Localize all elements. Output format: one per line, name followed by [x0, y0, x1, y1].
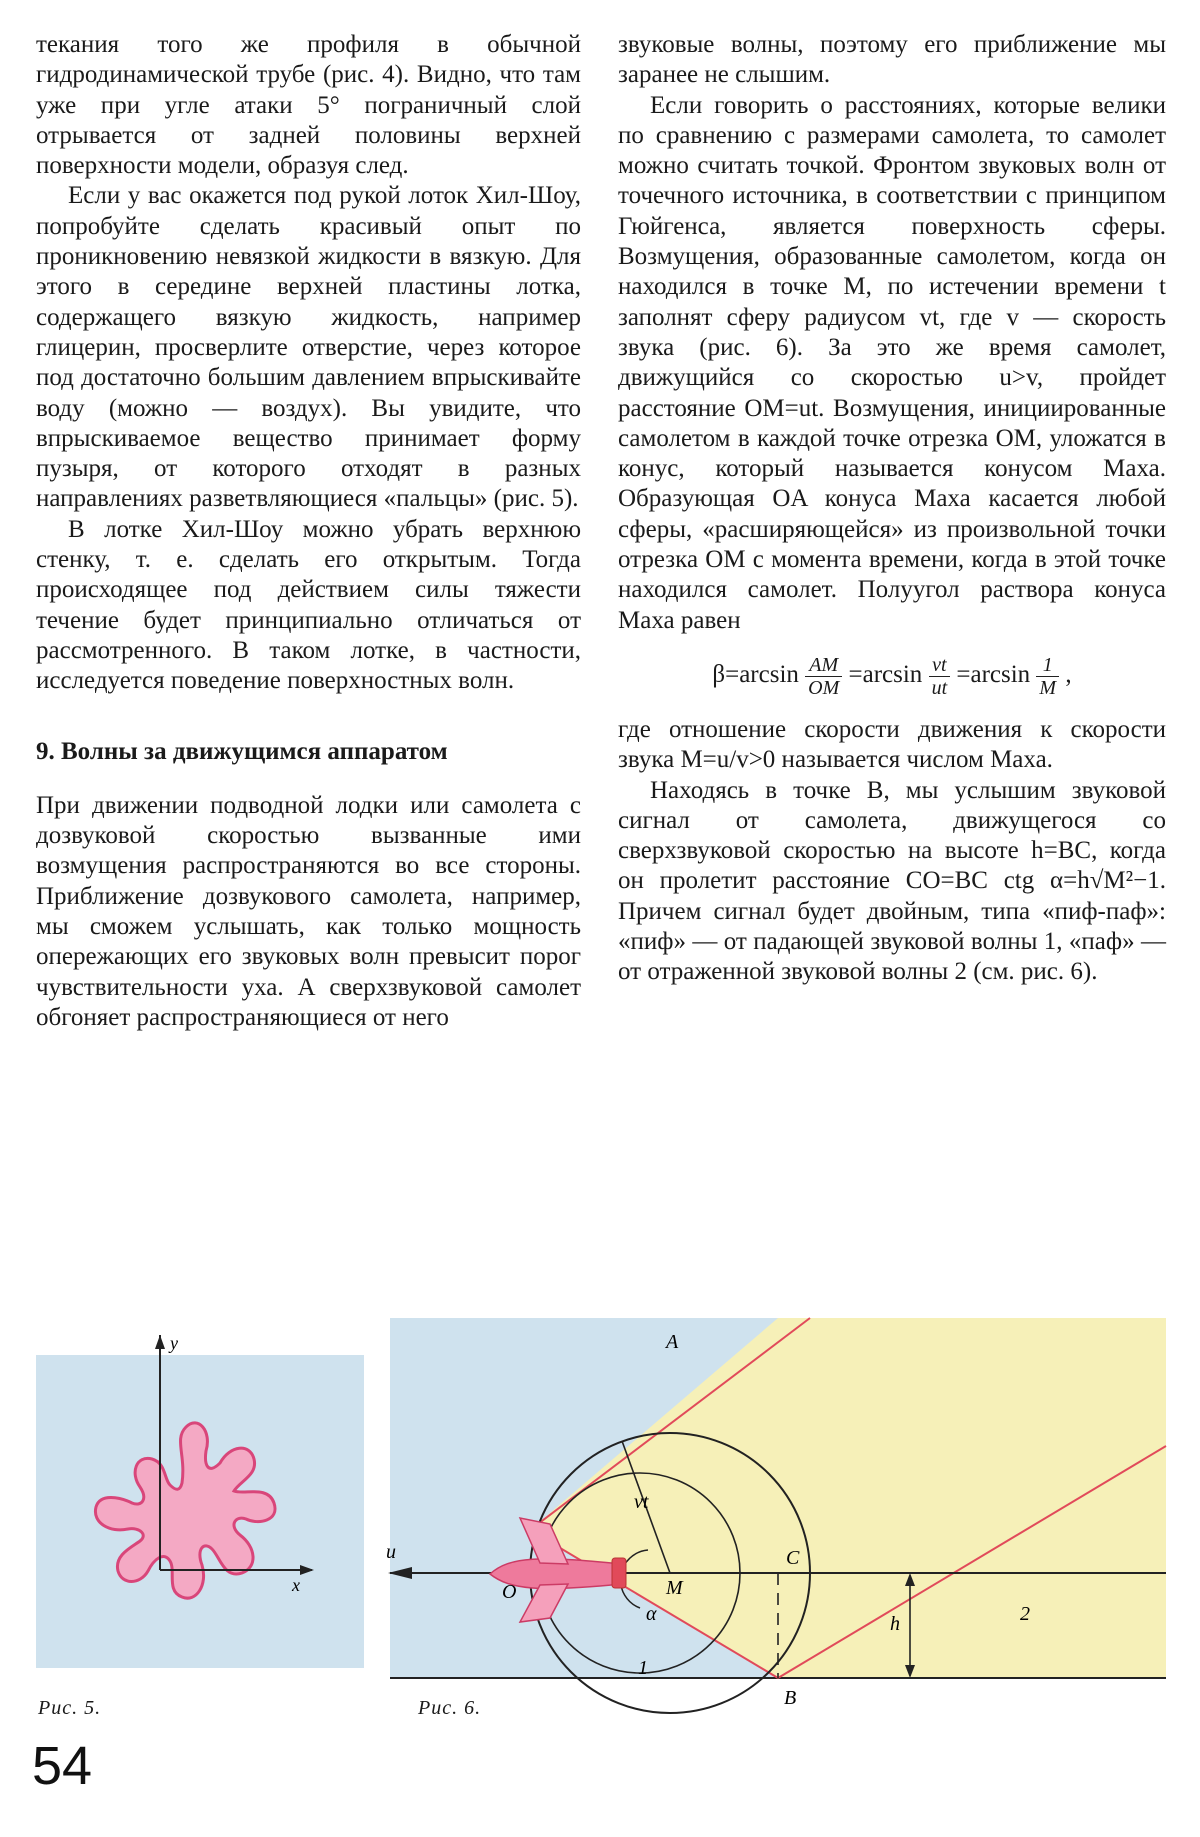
fraction-numerator: vt: [929, 654, 951, 677]
label-wave-2: 2: [1020, 1603, 1030, 1625]
label-h: h: [890, 1613, 900, 1635]
paragraph: В лотке Хил-Шоу можно убрать верхнюю стенку, т. е. сделать его открытым. Тогда происходящее под действием силы тяжести течение будет принципиально отличаться от рассмотренного. В таком лотке, в частности, исследуется поведение поверхностных волн.: [36, 515, 581, 695]
fraction-numerator: 1: [1036, 654, 1059, 677]
label-vt: vt: [634, 1491, 649, 1513]
paragraph: Находясь в точке B, мы услышим звуковой сигнал от самолета, движущегося со сверхзвуковой скоростью на высоте h=BC, когда он пролетит расстояние CO=BC ctg α=h√M²−1. Причем сигнал будет двойным, типа «пиф-паф»: «пиф» — от падающей звуковой волны 1, «паф» — от отраженной звуковой волны 2 (см. рис. 6).: [618, 776, 1166, 986]
fraction-denominator: OM: [808, 676, 840, 699]
figure-5-viscous-fingering: [36, 1335, 364, 1668]
left-column: [36, 30, 581, 1033]
paragraph: Если говорить о расстояниях, которые велики по сравнению с размерами самолета, то самолет можно считать точкой. Фронтом звуковых волн от точечного источника, в соответствии с принципом Гюйгенса, является поверхность сферы. Возмущения, образованные самолетом, когда он находился в точке M, по истечении времени t заполнят сферу радиусом vt, где v — скорость звука (рис. 6). За это же время самолет, движущийся со скоростью u>v, пройдет расстояние OM=ut. Возмущения, инициированные самолетом в каждой точке отрезка OM, уложатся в конус, который называется конусом Маха. Образующая OA конуса Маха касается любой сферы, «расширяющейся» из произвольной точки отрезка OM с момента времени, когда в этой точке находился самолет. Полуугол раствора конуса Маха равен: [618, 91, 1166, 634]
paragraph: текания того же профиля в обычной гидродинамической трубе (рис. 4). Видно, что там уже при угле атаки 5° пограничный слой отрывается от задней половины верхней поверхности модели, образуя след.: [36, 31, 581, 180]
label-C: C: [786, 1547, 800, 1569]
label-A: A: [666, 1331, 679, 1353]
figure-5-caption: Рис. 5.: [38, 1697, 102, 1719]
fraction: [1036, 654, 1059, 699]
label-wave-1: 1: [638, 1657, 648, 1679]
paragraph: звуковые волны, поэтому его приближение мы заранее не слышим.: [618, 31, 1166, 89]
paragraph: Если у вас окажется под рукой лоток Хил-Шоу, попробуйте сделать красивый опыт по проникновению невязкой жидкости в вязкую. Для этого в середине верхней пластины лотка, содержащего вязкую жидкость, например глицерин, просверлите отверстие, через которое под достаточно большим давлением впрыскивайте воду (можно — воздух). Вы увидите, что впрыскиваемое вещество принимает форму пузыря, от которого отходят в разных направлениях разветвляющиеся «пальцы» (рис. 5).: [36, 182, 581, 513]
fraction: [805, 654, 842, 699]
paragraph: где отношение скорости движения к скорости звука M=u/v>0 называется числом Маха.: [618, 715, 1166, 774]
fraction-numerator: AM: [805, 654, 842, 677]
formula-text: =arcsin: [848, 661, 923, 689]
label-B: B: [784, 1687, 797, 1709]
fraction: [929, 654, 951, 699]
label-u: u: [386, 1541, 396, 1563]
label-O: O: [502, 1581, 517, 1603]
figure-6-caption: Рис. 6.: [418, 1697, 482, 1719]
right-column: [618, 30, 1166, 988]
y-axis-arrow: [155, 1335, 165, 1349]
fraction-denominator: ut: [931, 676, 948, 699]
formula-text: β=arcsin: [712, 661, 799, 689]
fraction-denominator: M: [1039, 676, 1057, 699]
label-M: M: [666, 1577, 683, 1599]
mach-angle-formula: [618, 654, 1166, 699]
section-heading: 9. Волны за движущимся аппаратом: [36, 737, 448, 765]
x-axis-label: x: [292, 1575, 300, 1595]
page-number: 54: [32, 1736, 93, 1796]
formula-text: ,: [1065, 661, 1072, 689]
y-axis-label: y: [170, 1333, 178, 1353]
formula-text: =arcsin: [956, 661, 1031, 689]
paragraph: При движении подводной лодки или самолета с дозвуковой скоростью вызванные ими возмущения распространяются во все стороны. Приближение дозвукового самолета, например, мы сможем услышать, как только мощность опережающих его звуковых волн превысит порог чувствительности уха. А сверхзвуковой самолет обгоняет распространяющиеся от него: [36, 791, 581, 1031]
label-alpha: α: [646, 1603, 657, 1625]
